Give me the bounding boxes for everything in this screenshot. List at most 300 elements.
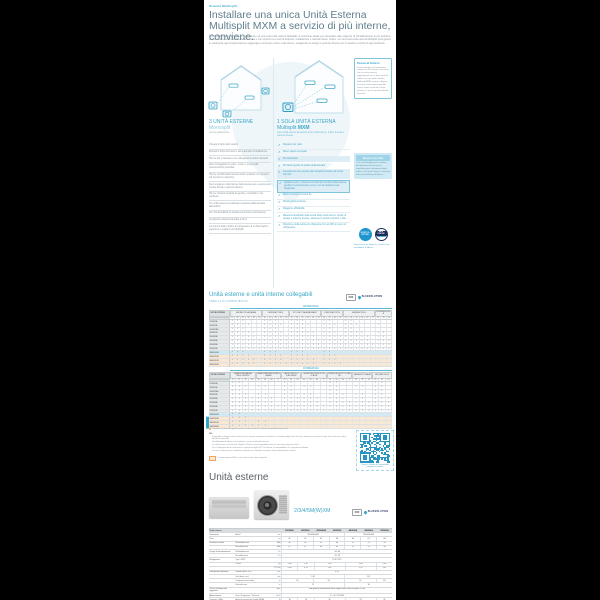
dot-cell: •: [373, 410, 379, 413]
spec-value-cell: 6,35: [281, 571, 392, 574]
dot-cell: •: [344, 340, 349, 343]
dot-cell: •: [235, 340, 240, 343]
spec-value-cell: -15~18: [281, 554, 392, 557]
dot-cell: •: [306, 363, 311, 366]
check-icon: ✓: [278, 206, 281, 211]
dot-cell: •: [257, 348, 262, 351]
dot-cell: •: [295, 351, 300, 354]
size-header: 25: [373, 379, 379, 383]
spec-value-cell: 1,01: [314, 567, 345, 570]
dot-cell: •: [262, 410, 268, 413]
dot-cell: •: [311, 363, 316, 366]
dot-cell: •: [381, 336, 386, 339]
spec-unit-label: dBA: [277, 546, 281, 549]
dot-cell: •: [288, 394, 294, 397]
dot-cell: •: [376, 344, 381, 347]
dot-cell: •: [279, 355, 284, 358]
dot-cell: •: [236, 417, 242, 420]
spec-value-cell: 80: [376, 579, 392, 582]
dot-cell: •: [300, 363, 305, 366]
dot-cell: •: [236, 394, 242, 397]
intro-paragraph: È possibile collegare fino a 5 unità interne ad una sola unità esterna Multisplit: la soluzione ideale per rispondere alle esigenze di climatizzazione di più ambienti, senza rinunciare all'estetica della facciata e con risparmi sui costi di acquisto, installazione e manutenzione. Inoltre, con una sola unità esterna Multisplit puoi gestire in autonomia ogni singola stanza e aggiungere nel tempo nuove unità interne, scegliendo tra design e potenze diverse per il massimo comfort di ogni ambiente.: [209, 35, 391, 45]
dot-cell: •: [288, 382, 294, 385]
spec-values: [281, 546, 392, 549]
dot-cell: •: [282, 406, 288, 409]
spec-value-cell: 47: [281, 546, 297, 549]
dot-cell: •: [349, 328, 354, 331]
nb-title: NB:: [209, 433, 213, 435]
dot-cell: •: [262, 406, 268, 409]
spec-group-label: Carica di refrigerante aggiuntiva: [209, 588, 228, 593]
spec-values: [281, 571, 392, 574]
model-label: 4MXM68A: [209, 402, 230, 405]
spec-value-cell: 56: [376, 546, 392, 549]
spec-sub-label: Carica: [235, 563, 241, 566]
dot-cell: •: [282, 382, 288, 385]
dot-cell: •: [295, 359, 300, 362]
spec-value-cell: 68: [376, 537, 392, 540]
benefit-text: Quando serve, il clima è comodo da un'unica unità esterna: gestisci la potenza dove serve, con la massima resa stagionale: [284, 180, 347, 190]
dot-cell: •: [230, 336, 235, 339]
group-header: COMFORA FTXP-M: [321, 310, 343, 317]
r32-badge: R32: [346, 294, 356, 301]
dot-cell: •: [327, 363, 332, 366]
dot-cell: •: [295, 348, 300, 351]
spec-value-cell: 52: [344, 546, 360, 549]
dot-cell: •: [334, 406, 340, 409]
orange-dot-icon: [209, 428, 211, 430]
dot-cell: •: [327, 320, 332, 323]
dot-cell: •: [289, 340, 294, 343]
dot-cell: •: [243, 386, 249, 389]
fan-icon: [257, 495, 278, 516]
dot-cell: •: [338, 348, 343, 351]
dot-cell: •: [306, 332, 311, 335]
dot-cell: •: [322, 340, 327, 343]
spec-unit-label: A: [279, 598, 281, 600]
size-header: 35: [333, 317, 338, 321]
spec-sub-label: [235, 537, 271, 540]
size-header: 25: [349, 317, 354, 321]
dot-cell: •: [311, 359, 316, 362]
dot-cell: •: [295, 344, 300, 347]
dot-cell: •: [236, 390, 242, 393]
dot-cell: •: [289, 336, 294, 339]
dot-cell: •: [311, 332, 316, 335]
benefit-item: [277, 157, 350, 164]
spec-group-label: Pressione sonora: [209, 542, 225, 545]
benefit-text: Minori consumi in stand-by: [283, 193, 312, 197]
dot-cell: •: [344, 320, 349, 323]
size-header: 50: [308, 379, 314, 383]
sidebar-opportunity-text: Con un Multisplit puoi accedere alle detrazioni fiscali per la riqualificazione energetica degli edifici e al Conto Termico: informati dal tuo installatore di fiducia.: [356, 162, 390, 176]
spec-value-cell: 0,68: [281, 567, 297, 570]
model-label: 2AMXM50M: [209, 355, 230, 358]
dot-cell: •: [262, 425, 268, 428]
dot-cell: •: [289, 324, 294, 327]
model-label: 3MXM40A8: [209, 390, 230, 393]
dot-cell: •: [289, 363, 294, 366]
dot-cell: •: [322, 336, 327, 339]
dot-cell: •: [311, 348, 316, 351]
size-header: 35: [256, 379, 262, 383]
size-header: 60: [365, 317, 370, 321]
dot-cell: •: [353, 394, 359, 397]
dot-cell: •: [360, 344, 365, 347]
drawback-item: Lunghezza tubazioni limitata a 20 m: [209, 218, 271, 225]
dot-cell: •: [338, 336, 343, 339]
spec-value-cell: 9,52: [281, 575, 344, 578]
dot-cell: •: [268, 348, 273, 351]
size-header: 35: [381, 317, 386, 321]
dot-cell: •: [322, 363, 327, 366]
dot-cell: •: [241, 359, 246, 362]
dot-cell: •: [327, 336, 332, 339]
dot-cell: •: [322, 320, 327, 323]
dot-cell: •: [365, 336, 370, 339]
dot-cell: •: [327, 348, 332, 351]
spec-value-cell: 32: [376, 598, 392, 600]
benefit-item: [277, 193, 350, 200]
dot-cell: •: [381, 344, 386, 347]
spec-value-cell: 46: [297, 542, 313, 545]
spec-group-label: Campo di funzionamento: [209, 550, 231, 553]
dot-cell: [387, 324, 392, 327]
spec-value-cell: 47: [313, 542, 329, 545]
model-label: 3MXM40A8: [209, 328, 230, 331]
dot-cell: [387, 328, 392, 331]
check-icon: ✓: [278, 193, 281, 198]
benefit-text: Investimento che accede alle detrazioni fiscali e al Conto Termico: [283, 170, 344, 177]
bluevolution-logo-2: BLUEVOLUTION: [364, 511, 388, 514]
model-label: 2AMXM40M: [209, 351, 230, 354]
dot-cell: •: [288, 390, 294, 393]
dot-cell: •: [282, 394, 288, 397]
model-label: 5MXM90A: [209, 348, 230, 351]
size-header: 25: [327, 317, 332, 321]
dot-cell: •: [275, 406, 281, 409]
dot-cell: •: [282, 402, 288, 405]
table-row: [209, 363, 392, 367]
spec-value-cell: 1,10: [297, 563, 313, 566]
table-band-label: COMMERCIALI: [230, 368, 392, 371]
check-icon: ✓: [278, 170, 281, 175]
dot-cell: •: [311, 344, 316, 347]
dot-cell: •: [279, 336, 284, 339]
dot-cell: •: [334, 398, 340, 401]
dot-cell: •: [360, 332, 365, 335]
dot-cell: •: [333, 344, 338, 347]
dot-cell: •: [340, 406, 346, 409]
dot-cell: •: [235, 320, 240, 323]
nb-block: [209, 433, 351, 453]
spec-values: [281, 567, 392, 570]
dot-cell: •: [282, 386, 288, 389]
benefit-item: [277, 180, 350, 193]
dot-cell: •: [371, 344, 376, 347]
dot-cell: •: [236, 425, 242, 428]
spec-value-cell: 67: [360, 537, 376, 540]
spec-values: [281, 554, 392, 557]
left-title-1: 3 UNITÀ ESTERNE: [209, 119, 254, 125]
dot-cell: •: [301, 406, 307, 409]
spec-value-cell: 1,50: [314, 563, 345, 566]
dot-cell: •: [288, 402, 294, 405]
spec-values: [281, 542, 392, 545]
spec-unit-label: mm: [277, 575, 281, 578]
spec-values: [281, 563, 392, 566]
dot-cell: •: [314, 406, 320, 409]
dot-cell: •: [360, 394, 366, 397]
dot-cell: •: [284, 340, 289, 343]
dot-cell: •: [235, 336, 240, 339]
dot-cell: •: [289, 320, 294, 323]
size-header: 50: [257, 317, 262, 321]
dot-cell: •: [262, 355, 267, 358]
model-label: 4MXM80A: [209, 344, 230, 347]
benefit-item: [277, 163, 350, 170]
check-icon: ✓: [278, 163, 281, 168]
dot-cell: •: [256, 386, 262, 389]
dot-cell: •: [269, 402, 275, 405]
spec-group-label: [209, 563, 235, 566]
spec-unit-label: mm: [277, 571, 281, 574]
dot-cell: •: [317, 340, 322, 343]
dot-cell: •: [235, 351, 240, 354]
dot-cell: •: [262, 351, 267, 354]
right-subtitle: unica unità esterna al servizio di più unità interne, anche di serie e potenze diverse: [277, 132, 345, 138]
benefit-text: Più facile gestire la pulizia della facciata: [283, 163, 326, 167]
spec-values: [281, 558, 392, 561]
first-col-header: UNITÀ ESTERNE: [209, 310, 230, 317]
dot-cell: •: [349, 336, 354, 339]
benefit-text: Riduzione della carica di refrigerante fino al 42% in meno di refrigerante: [283, 223, 346, 229]
dot-cell: •: [365, 348, 370, 351]
size-header: 35: [379, 379, 385, 383]
legend-swatch: [209, 456, 216, 461]
dot-cell: •: [230, 363, 235, 366]
dot-cell: •: [288, 386, 294, 389]
dot-cell: •: [379, 406, 385, 409]
dot-cell: •: [295, 336, 300, 339]
spec-sub-label: Dislivello max: [235, 583, 247, 586]
dot-cell: •: [256, 402, 262, 405]
spec-value-cell: 1,08: [281, 563, 297, 566]
model-label: 4AMXM68M: [209, 425, 230, 428]
dot-cell: •: [327, 398, 333, 401]
right-title-2a: Multisplit: [277, 124, 298, 131]
dot-cell: •: [295, 320, 300, 323]
spec-sub-label: Raffreddamento: [235, 542, 249, 545]
dot-cell: •: [241, 340, 246, 343]
dot-cell: •: [284, 363, 289, 366]
spec-value-cell: -10~46: [281, 550, 392, 553]
benefit-item: [277, 170, 350, 179]
dot-cell: •: [379, 394, 385, 397]
model-label: 3AMXM52M: [209, 421, 230, 424]
dot-cell: •: [354, 336, 359, 339]
dot-cell: •: [295, 332, 300, 335]
dot-cell: •: [230, 351, 235, 354]
dot-cell: •: [236, 410, 242, 413]
spec-value-cell: 30: [281, 579, 313, 582]
dot-cell: •: [284, 344, 289, 347]
size-header: 25: [353, 379, 359, 383]
benefit-item: [277, 200, 350, 207]
spec-value-cell: 19: [297, 598, 313, 600]
dot-cell: •: [354, 332, 359, 335]
dot-cell: •: [279, 363, 284, 366]
size-header: 35: [327, 379, 333, 383]
dot-cell: •: [268, 336, 273, 339]
dot-cell: •: [295, 340, 300, 343]
dot-cell: •: [268, 328, 273, 331]
dot-cell: •: [235, 344, 240, 347]
spec-sub-label: [235, 588, 271, 593]
size-header: 15: [289, 317, 294, 321]
dot-cell: •: [366, 410, 372, 413]
dot-cell: •: [269, 398, 275, 401]
dot-cell: •: [349, 332, 354, 335]
dot-cell: •: [257, 340, 262, 343]
size-header: 50: [338, 317, 343, 321]
dot-cell: •: [300, 328, 305, 331]
size-header: 25: [282, 379, 288, 383]
dot-cell: •: [243, 394, 249, 397]
spec-value-cell: 52: [344, 542, 360, 545]
benefit-item: [277, 213, 350, 222]
first-col-header: UNITÀ ESTERNE: [209, 372, 230, 379]
spec-group-label: Refrigerante: [209, 558, 220, 561]
dot-cell: •: [246, 363, 251, 366]
dot-cell: •: [243, 406, 249, 409]
model-header: 4MXM68A: [344, 529, 360, 532]
sidebar-future-title: Pensa al futuro!: [357, 61, 380, 65]
dot-cell: •: [295, 324, 300, 327]
dot-cell: •: [300, 336, 305, 339]
model-label: 2AMXM40M: [209, 413, 230, 416]
spec-sub-label: Liquido (diam. est.): [235, 571, 252, 574]
dot-cell: •: [295, 406, 301, 409]
dot-cell: •: [273, 320, 278, 323]
dot-cell: •: [327, 382, 333, 385]
size-header: 35: [360, 379, 366, 383]
dot-cell: •: [243, 421, 249, 424]
dot-cell: •: [308, 410, 314, 413]
multiplus-outdoor-unit-photo: [209, 497, 249, 518]
dot-cell: [387, 351, 392, 354]
size-header: 42: [279, 317, 284, 321]
dot-cell: •: [333, 363, 338, 366]
section-label: Sistemi Multisplit: [209, 4, 238, 8]
benefit-item: [277, 223, 350, 232]
model-label: 4MXM80A: [209, 406, 230, 409]
brochure-page: [204, 0, 396, 600]
benefit-item: [277, 143, 350, 150]
units-logos: [352, 509, 388, 516]
benefit-text: Risparmi sui costi: [283, 143, 302, 147]
spec-values: [281, 583, 392, 586]
spec-unit-label: mm: [277, 533, 281, 536]
dot-cell: •: [306, 348, 311, 351]
dot-cell: •: [306, 359, 311, 362]
spec-values: [281, 537, 392, 540]
benefit-text: Massima flessibilità nella scelta delle unità interne, anche di design e potenze diverse, ideali per il proprio comfort e stile: [283, 213, 347, 220]
dot-cell: •: [334, 390, 340, 393]
dot-cell: •: [241, 348, 246, 351]
left-title-2: Monosplit: [209, 124, 231, 131]
dot-cell: •: [295, 355, 300, 358]
dot-cell: •: [308, 394, 314, 397]
dot-cell: •: [344, 324, 349, 327]
dot-cell: •: [334, 402, 340, 405]
dot-cell: •: [295, 328, 300, 331]
dot-cell: •: [282, 410, 288, 413]
dot-cell: •: [252, 359, 257, 362]
dot-cell: •: [252, 363, 257, 366]
dot-cell: [387, 320, 392, 323]
dot-cell: •: [230, 320, 235, 323]
nb-line: • È possibile collegare unità interne fino al numero massimo consentito e nel rispetto degli indici di carico minimo e massimo di ogni unità esterna (vedere tabelle di capacità).: [212, 436, 351, 441]
dot-cell: •: [249, 402, 255, 405]
spec-header-label: Unità esterna: [209, 529, 222, 532]
dot-cell: •: [360, 336, 365, 339]
dot-cell: •: [273, 324, 278, 327]
size-header: 25: [230, 379, 236, 383]
dot-cell: •: [381, 332, 386, 335]
rate-comode-badge: RATE COMODE: [375, 228, 388, 241]
dot-cell: •: [322, 348, 327, 351]
dot-cell: •: [308, 406, 314, 409]
dot-cell: •: [241, 363, 246, 366]
spec-value-cell: 1,35: [345, 567, 376, 570]
group-header: NEXURA FVXG-K: [372, 372, 392, 379]
spec-group-label: [209, 546, 235, 549]
size-header: 25: [376, 317, 381, 321]
dot-cell: [386, 390, 392, 393]
dot-cell: •: [338, 340, 343, 343]
dot-cell: •: [327, 344, 332, 347]
dot-cell: •: [236, 406, 242, 409]
dot-cell: [387, 359, 392, 362]
dot-cell: •: [279, 348, 284, 351]
dot-cell: •: [322, 355, 327, 358]
dot-cell: •: [386, 410, 392, 413]
spec-value-cell: 16: [281, 598, 297, 600]
dot-cell: •: [262, 320, 267, 323]
dot-cell: •: [327, 328, 332, 331]
benefit-text: Minore manutenzione: [283, 200, 306, 203]
dot-cell: •: [295, 398, 301, 401]
dot-cell: •: [327, 355, 332, 358]
dot-cell: •: [279, 324, 284, 327]
model-label: 2MXM50A: [209, 386, 230, 389]
dot-cell: •: [273, 355, 278, 358]
dot-cell: •: [340, 410, 346, 413]
spec-value-cell: 1,62: [376, 567, 392, 570]
size-header: 50: [262, 379, 268, 383]
spec-value-cell: 1~ / 50 / 220-240: [281, 594, 392, 597]
dot-cell: •: [306, 340, 311, 343]
dot-cell: •: [288, 398, 294, 401]
size-header: 60: [314, 379, 320, 383]
model-label: 5MXM90A: [209, 410, 230, 413]
dot-cell: •: [279, 332, 284, 335]
dot-cell: •: [256, 421, 262, 424]
spec-value-cell: 41: [281, 537, 297, 540]
dot-cell: •: [333, 359, 338, 362]
dot-cell: •: [230, 348, 235, 351]
